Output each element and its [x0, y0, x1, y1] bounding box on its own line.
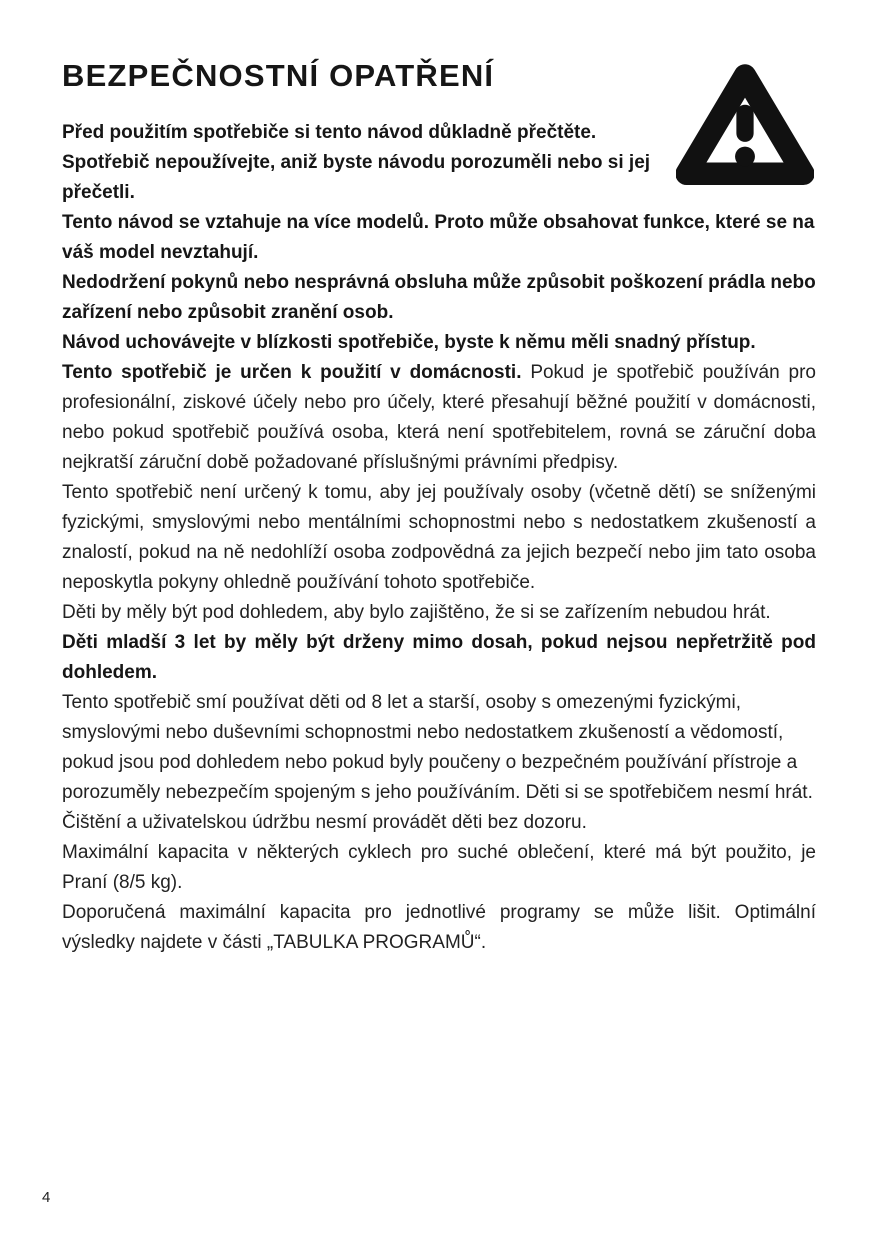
- paragraph-5: Návod uchovávejte v blízkosti spotřebiče, byste k němu měli snadný přístup.: [62, 332, 756, 353]
- paragraph-6: [62, 358, 816, 478]
- paragraph-12: Doporučená maximální kapacita pro jednotlivé programy se může lišit. Optimální výsledky najdete v části „TABULKA PROGRAMŮ“.: [62, 902, 816, 953]
- paragraph-4: Nedodržení pokynů nebo nesprávná obsluha může způsobit poškození prádla nebo zařízení nebo způsobit zranění osob.: [62, 272, 816, 323]
- paragraph-1: Před použitím spotřebiče si tento návod důkladně přečtěte.: [62, 122, 597, 143]
- page-title: BEZPEČNOSTNÍ OPATŘENÍ: [62, 58, 495, 93]
- page-number: 4: [42, 1189, 51, 1206]
- paragraph-8: Děti by měly být pod dohledem, aby bylo zajištěno, že si se zařízením nebudou hrát.: [62, 602, 771, 623]
- warning-icon: [676, 62, 814, 190]
- paragraph-6-rest: Pokud je spotřebič používán pro profesionální, ziskové účely nebo pro účely, které přesahují běžné použití v domácnosti, nebo pokud spotřebič používá osoba, která není spotřebitelem, rovná se záruční doba nejkratší záruční době požadované příslušnými právními předpisy.: [62, 362, 816, 473]
- paragraph-6-lead: Tento spotřebič je určen k použití v domácnosti.: [62, 362, 522, 383]
- paragraph-7: Tento spotřebič není určený k tomu, aby jej používaly osoby (včetně dětí) se sníženými fyzickými, smyslovými nebo mentálními schopnostmi nebo s nedostatkem zkušeností a znalostí, pokud na ně nedohlíží osoba zodpovědná za jejich bezpečí nebo jim tato osoba neposkytla pokyny ohledně používání tohoto spotřebiče.: [62, 482, 816, 593]
- body-text: [62, 118, 816, 958]
- paragraph-11: Maximální kapacita v některých cyklech pro suché oblečení, které má být použito, je Praní (8/5 kg).: [62, 842, 816, 893]
- paragraph-9: Děti mladší 3 let by měly být drženy mimo dosah, pokud nejsou nepřetržitě pod dohledem.: [62, 632, 816, 683]
- paragraph-10: Tento spotřebič smí používat děti od 8 let a starší, osoby s omezenými fyzickými, smyslovými nebo duševními schopnostmi nebo nedostatkem zkušeností a vědomostí, pokud jsou pod dohledem nebo pokud byly poučeny o bezpečném používání přístroje a porozuměly nebezpečím spojeným s jeho používáním. Děti si se spotřebičem nesmí hrát. Čištění a uživatelskou údržbu nesmí provádět děti bez dozoru.: [62, 692, 813, 833]
- paragraph-3: Tento návod se vztahuje na více modelů. Proto může obsahovat funkce, které se na váš model nevztahují.: [62, 212, 815, 263]
- paragraph-2: Spotřebič nepoužívejte, aniž byste návodu porozuměli nebo si jej přečetli.: [62, 152, 651, 203]
